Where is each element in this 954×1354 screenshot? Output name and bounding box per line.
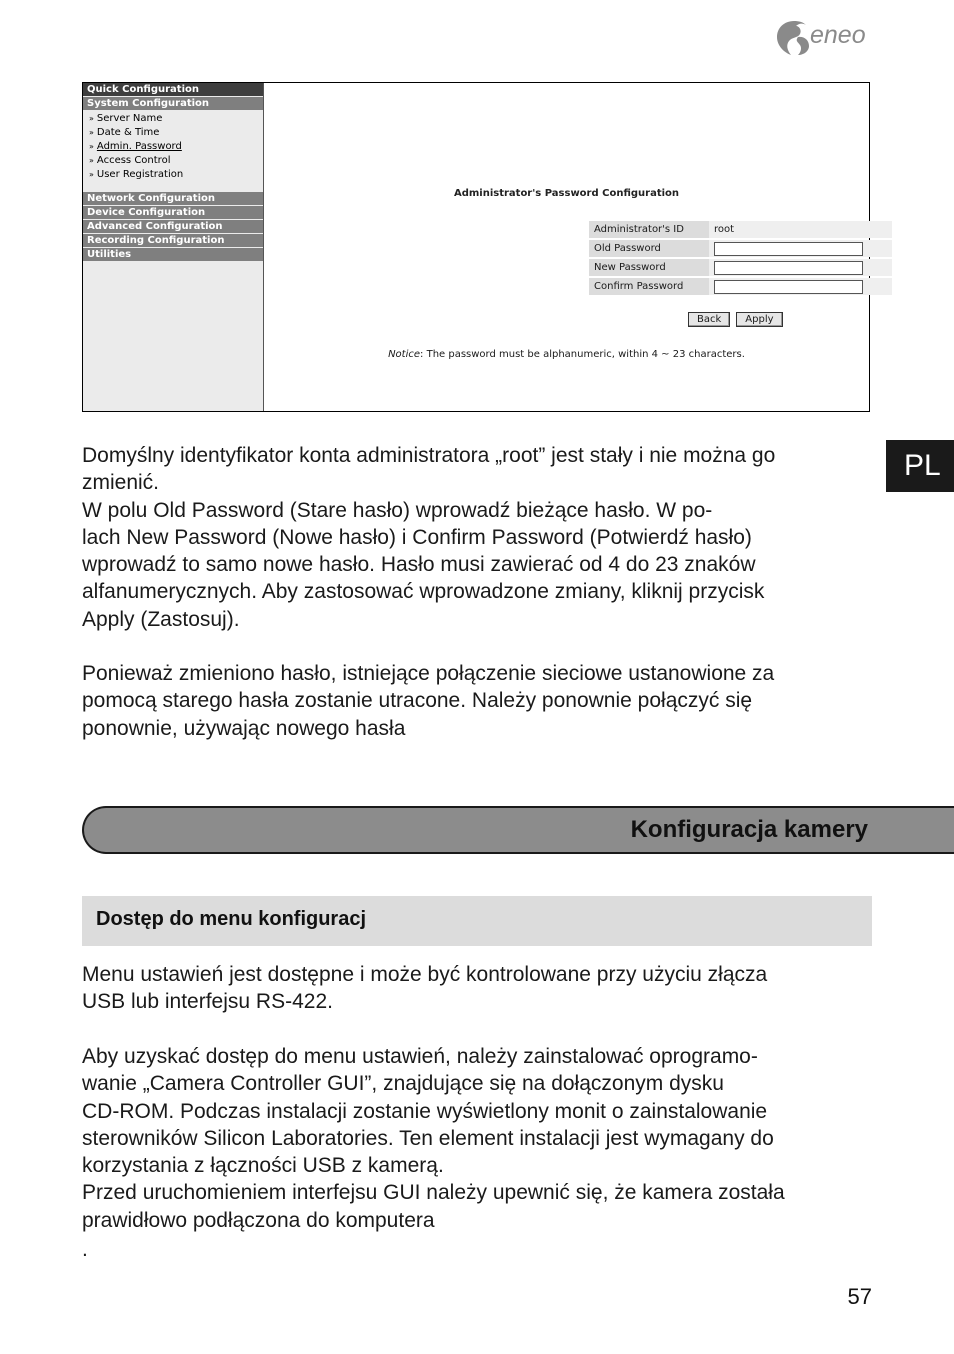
menu-device-configuration[interactable]: Device Configuration [83, 206, 263, 219]
config-sidebar [83, 83, 264, 411]
submenu-server-name[interactable]: » Server Name [89, 113, 163, 124]
text-line: wanie „Camera Controller GUI”, znajdujące się na dołączonym dysku [82, 1072, 724, 1096]
paragraph-connection-lost [82, 660, 872, 742]
paragraph-admin-id [82, 442, 872, 633]
notice-label: Notice [388, 349, 421, 360]
text-line: Przed uruchomieniem interfejsu GUI należy upewnić się, że kamera została [82, 1181, 785, 1205]
menu-advanced-configuration[interactable]: Advanced Configuration [83, 220, 263, 233]
password-form [589, 221, 892, 297]
text-line: ponownie, używając nowego hasła [82, 716, 406, 740]
admin-password-screenshot [82, 82, 870, 412]
text-line: Ponieważ zmieniono hasło, istniejące połączenie sieciowe ustanowione za [82, 662, 775, 685]
apply-button[interactable]: Apply [736, 312, 782, 327]
page-number: 57 [847, 1284, 872, 1309]
form-row-admin-id [589, 221, 892, 238]
text-line: Apply (Zastosuj). [82, 607, 240, 631]
new-password-input[interactable] [714, 261, 863, 275]
admin-id-label: Administrator's ID [589, 221, 709, 238]
password-panel [264, 83, 869, 411]
panel-title: Administrator's Password Configuration [453, 188, 680, 199]
form-buttons [688, 312, 783, 327]
form-row-old-password [589, 240, 892, 257]
confirm-password-input[interactable] [714, 280, 863, 294]
old-password-label: Old Password [589, 240, 709, 257]
paragraph-menu-access [82, 961, 872, 1016]
submenu-date-time[interactable]: » Date & Time [89, 127, 160, 138]
text-line: lach New Password (Nowe hasło) i Confirm Password (Potwierdź hasło) [82, 525, 752, 549]
submenu-admin-password[interactable]: » Admin. Password [89, 141, 182, 152]
submenu-user-registration[interactable]: » User Registration [89, 169, 184, 180]
text-line: CD-ROM. Podczas instalacji zostanie wyświetlony monit o zainstalowanie [82, 1099, 768, 1123]
old-password-input[interactable] [714, 242, 863, 256]
eneo-logo-icon [774, 18, 814, 58]
logo-text: eneo [810, 21, 866, 49]
password-notice [264, 349, 869, 360]
text-line: Aby uzyskać dostęp do menu ustawień, należy zainstalować oprogramo- [82, 1045, 758, 1068]
double-chevron-icon: » [89, 114, 94, 123]
menu-network-configuration[interactable]: Network Configuration [83, 192, 263, 205]
admin-id-value: root [709, 221, 892, 238]
text-line: W polu Old Password (Stare hasło) wprowadź bieżące hasło. W po- [82, 498, 713, 522]
system-submenu [83, 111, 263, 192]
menu-system-configuration[interactable]: System Configuration [83, 97, 263, 110]
subsection-title: Dostęp do menu konfiguracj [96, 908, 367, 930]
section-title: Konfiguracja kamery [630, 816, 868, 843]
paragraph-software-install [82, 1043, 872, 1234]
language-tab: PL [886, 440, 954, 492]
text-line: korzystania z łączności USB z kamerą. [82, 1154, 444, 1178]
menu-recording-configuration[interactable]: Recording Configuration [83, 234, 263, 247]
double-chevron-icon: » [89, 170, 94, 179]
trailing-dot: . [82, 1238, 88, 1261]
back-button[interactable]: Back [688, 312, 730, 327]
submenu-access-control[interactable]: » Access Control [89, 155, 171, 166]
text-line: USB lub interfejsu RS-422. [82, 990, 333, 1014]
text-line: wprowadź to samo nowe hasło. Hasło musi zawierać od 4 do 23 znaków [82, 553, 756, 577]
text-line: alfanumerycznych. Aby zastosować wprowadzone zmiany, kliknij przycisk [82, 580, 765, 604]
new-password-label: New Password [589, 259, 709, 276]
menu-utilities[interactable]: Utilities [83, 248, 263, 261]
double-chevron-icon: » [89, 128, 94, 137]
text-line: zmienić. [82, 471, 160, 495]
text-line: prawidłowo podłączona do komputera [82, 1208, 435, 1232]
text-line: pomocą starego hasła zostanie utracone. Należy ponownie połączyć się [82, 689, 753, 713]
text-line: Domyślny identyfikator konta administratora „root” jest stały i nie można go [82, 444, 776, 467]
notice-text: : The password must be alphanumeric, within 4 ~ 23 characters. [420, 349, 745, 360]
confirm-password-label: Confirm Password [589, 278, 709, 295]
form-row-new-password [589, 259, 892, 276]
double-chevron-icon: » [89, 156, 94, 165]
form-row-confirm-password [589, 278, 892, 295]
text-line: sterowników Silicon Laboratories. Ten element instalacji jest wymagany do [82, 1126, 774, 1150]
double-chevron-icon: » [89, 142, 94, 151]
menu-quick-configuration[interactable]: Quick Configuration [83, 83, 263, 96]
text-line: Menu ustawień jest dostępne i może być kontrolowane przy użyciu złącza [82, 963, 768, 986]
